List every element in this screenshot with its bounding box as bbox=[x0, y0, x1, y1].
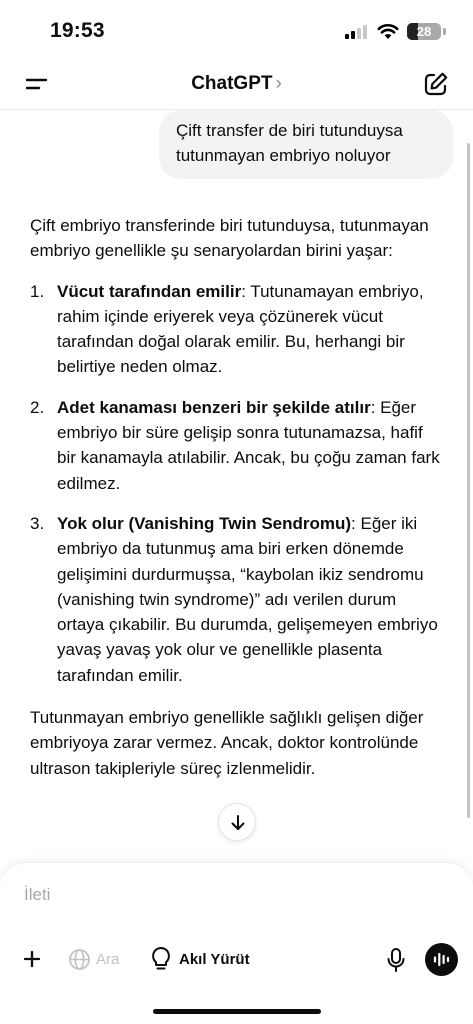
voice-mode-button[interactable] bbox=[425, 943, 458, 976]
plus-icon[interactable] bbox=[18, 945, 46, 973]
globe-icon bbox=[68, 948, 91, 971]
new-chat-icon[interactable] bbox=[423, 71, 449, 97]
scroll-to-bottom-button[interactable] bbox=[218, 803, 256, 841]
lightbulb-icon bbox=[150, 946, 172, 972]
battery-level: 28 bbox=[416, 24, 432, 39]
list-item-heading: Yok olur (Vanishing Twin Sendromu) bbox=[57, 513, 352, 533]
response-list bbox=[30, 279, 440, 688]
cellular-signal-icon bbox=[345, 25, 371, 39]
model-selector[interactable] bbox=[0, 73, 473, 95]
arrow-down-icon bbox=[229, 814, 247, 832]
wifi-icon bbox=[377, 22, 399, 40]
app-header bbox=[0, 58, 473, 110]
app-title: ChatGPT bbox=[191, 73, 273, 94]
chevron-right-icon: › bbox=[275, 73, 282, 94]
list-number: 3. bbox=[30, 513, 45, 533]
list-item-text: : Eğer iki embriyo da tutunmuş ama biri erken dönemde gelişimini durdurmuşsa, “kaybolan ikiz sendromu (vanishing twin syndrome)” adı verilen durum ortaya çıkabilir. Bu durumda, gelişemeyen embriyo yavaş yavaş yok olur ve genellikle plasenta tarafından emilir. bbox=[57, 513, 438, 685]
home-indicator[interactable] bbox=[153, 1009, 321, 1014]
list-item bbox=[30, 511, 440, 688]
list-item-heading: Vücut tarafından emilir bbox=[57, 281, 242, 301]
list-item-text: : Eğer embriyo bir süre gelişip sonra tutunamazsa, hafif bir kanamayla atılabilir. Ancak, bu çoğu zaman fark edilmez. bbox=[57, 397, 440, 493]
list-item bbox=[30, 279, 440, 380]
search-label: Ara bbox=[96, 951, 120, 968]
message-input[interactable]: İleti bbox=[24, 885, 51, 904]
scrollbar[interactable] bbox=[467, 143, 470, 818]
reason-label: Akıl Yürüt bbox=[179, 951, 250, 968]
microphone-icon[interactable] bbox=[384, 947, 408, 973]
list-number: 2. bbox=[30, 397, 45, 417]
list-item-heading: Adet kanaması benzeri bir şekilde atılır bbox=[57, 397, 371, 417]
response-intro: Çift embriyo transferinde biri tutunduysa, tutunmayan embriyo genellikle şu senaryolardan birini yaşar: bbox=[30, 216, 429, 261]
battery-nub bbox=[443, 28, 446, 35]
list-number: 1. bbox=[30, 281, 45, 301]
list-item bbox=[30, 395, 440, 496]
status-bar bbox=[0, 0, 473, 58]
battery-icon bbox=[407, 23, 441, 40]
list-item-text: : Tutunamayan embriyo, rahim içinde eriyerek veya çözünerek vücut tarafından doğal olarak emilir. Bu, herhangi bir belirtiye neden olmaz. bbox=[57, 281, 424, 377]
response-outro: Tutunmayan embriyo genellikle sağlıklı gelişen diğer embriyoya zarar vermez. Ancak, doktor kontrolünde ultrason takipleriyle süreç izlenmelidir. bbox=[30, 708, 424, 778]
user-message-bubble: Çift transfer de biri tutunduysa tutunmayan embriyo noluyor bbox=[159, 110, 453, 179]
status-time: 19:53 bbox=[50, 19, 105, 42]
voice-wave-icon bbox=[433, 951, 450, 968]
message-composer bbox=[0, 862, 473, 1024]
assistant-message bbox=[30, 213, 440, 781]
